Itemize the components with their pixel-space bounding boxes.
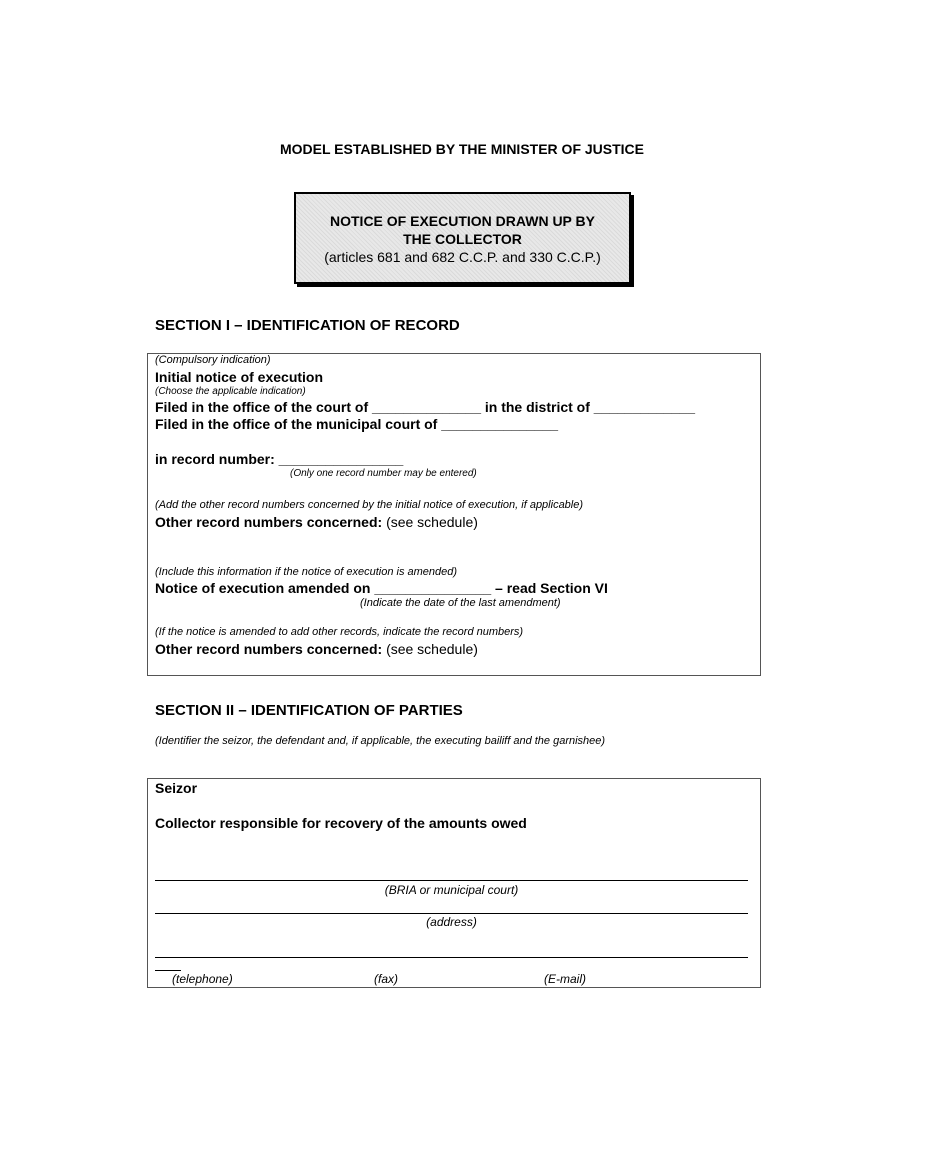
notice-articles: (articles 681 and 682 C.C.P. and 330 C.C.P.) <box>324 249 601 265</box>
contact-line-short <box>155 970 181 971</box>
section2-heading: SECTION II – IDENTIFICATION OF PARTIES <box>155 702 463 719</box>
bria-caption: (BRIA or municipal court) <box>384 883 519 897</box>
identify-parties-note: (Identifier the seizor, the defendant and, if applicable, the executing bailiff and the garnishee) <box>155 735 606 747</box>
record-number-line: in record number: ________________ <box>155 451 404 467</box>
amended-add-note: (If the notice is amended to add other records, indicate the record numbers) <box>155 626 524 638</box>
telephone-caption: (telephone) <box>172 972 233 986</box>
email-caption: (E-mail) <box>544 972 586 986</box>
section1-heading: SECTION I – IDENTIFICATION OF RECORD <box>155 317 460 334</box>
filed-court-line: Filed in the office of the court of ______________ in the district of _____________ <box>155 399 695 415</box>
fax-caption: (fax) <box>374 972 398 986</box>
amended-line: Notice of execution amended on _______________ – read Section VI <box>155 580 608 596</box>
other-records-schedule-2: (see schedule) <box>386 641 478 657</box>
seizor-label: Seizor <box>155 780 198 796</box>
add-other-note: (Add the other record numbers concerned by the initial notice of execution, if applicable) <box>155 499 584 511</box>
other-records-line <box>155 514 478 530</box>
other-records-label: Other record numbers concerned: <box>155 514 383 530</box>
compulsory-note: (Compulsory indication) <box>155 354 271 366</box>
include-note: (Include this information if the notice of execution is amended) <box>155 566 458 578</box>
contact-line <box>155 957 748 958</box>
last-amendment-note: (Indicate the date of the last amendment) <box>360 597 561 609</box>
filed-municipal-line: Filed in the office of the municipal court of _______________ <box>155 416 559 432</box>
bria-line <box>155 880 748 881</box>
choose-note: (Choose the applicable indication) <box>155 386 306 397</box>
other-records-schedule: (see schedule) <box>386 514 478 530</box>
collector-label: Collector responsible for recovery of the amounts owed <box>155 815 527 831</box>
other-records-label-2: Other record numbers concerned: <box>155 641 383 657</box>
notice-title-line1: NOTICE OF EXECUTION DRAWN UP BY <box>330 213 595 229</box>
notice-title-line2: THE COLLECTOR <box>403 231 522 247</box>
page-title: MODEL ESTABLISHED BY THE MINISTER OF JUSTICE <box>279 141 645 157</box>
address-caption: (address) <box>426 915 477 929</box>
only-one-note: (Only one record number may be entered) <box>290 468 477 479</box>
initial-notice-label: Initial notice of execution <box>155 369 324 385</box>
address-line <box>155 913 748 914</box>
other-records-line-2 <box>155 641 478 657</box>
notice-title-box <box>294 192 631 284</box>
